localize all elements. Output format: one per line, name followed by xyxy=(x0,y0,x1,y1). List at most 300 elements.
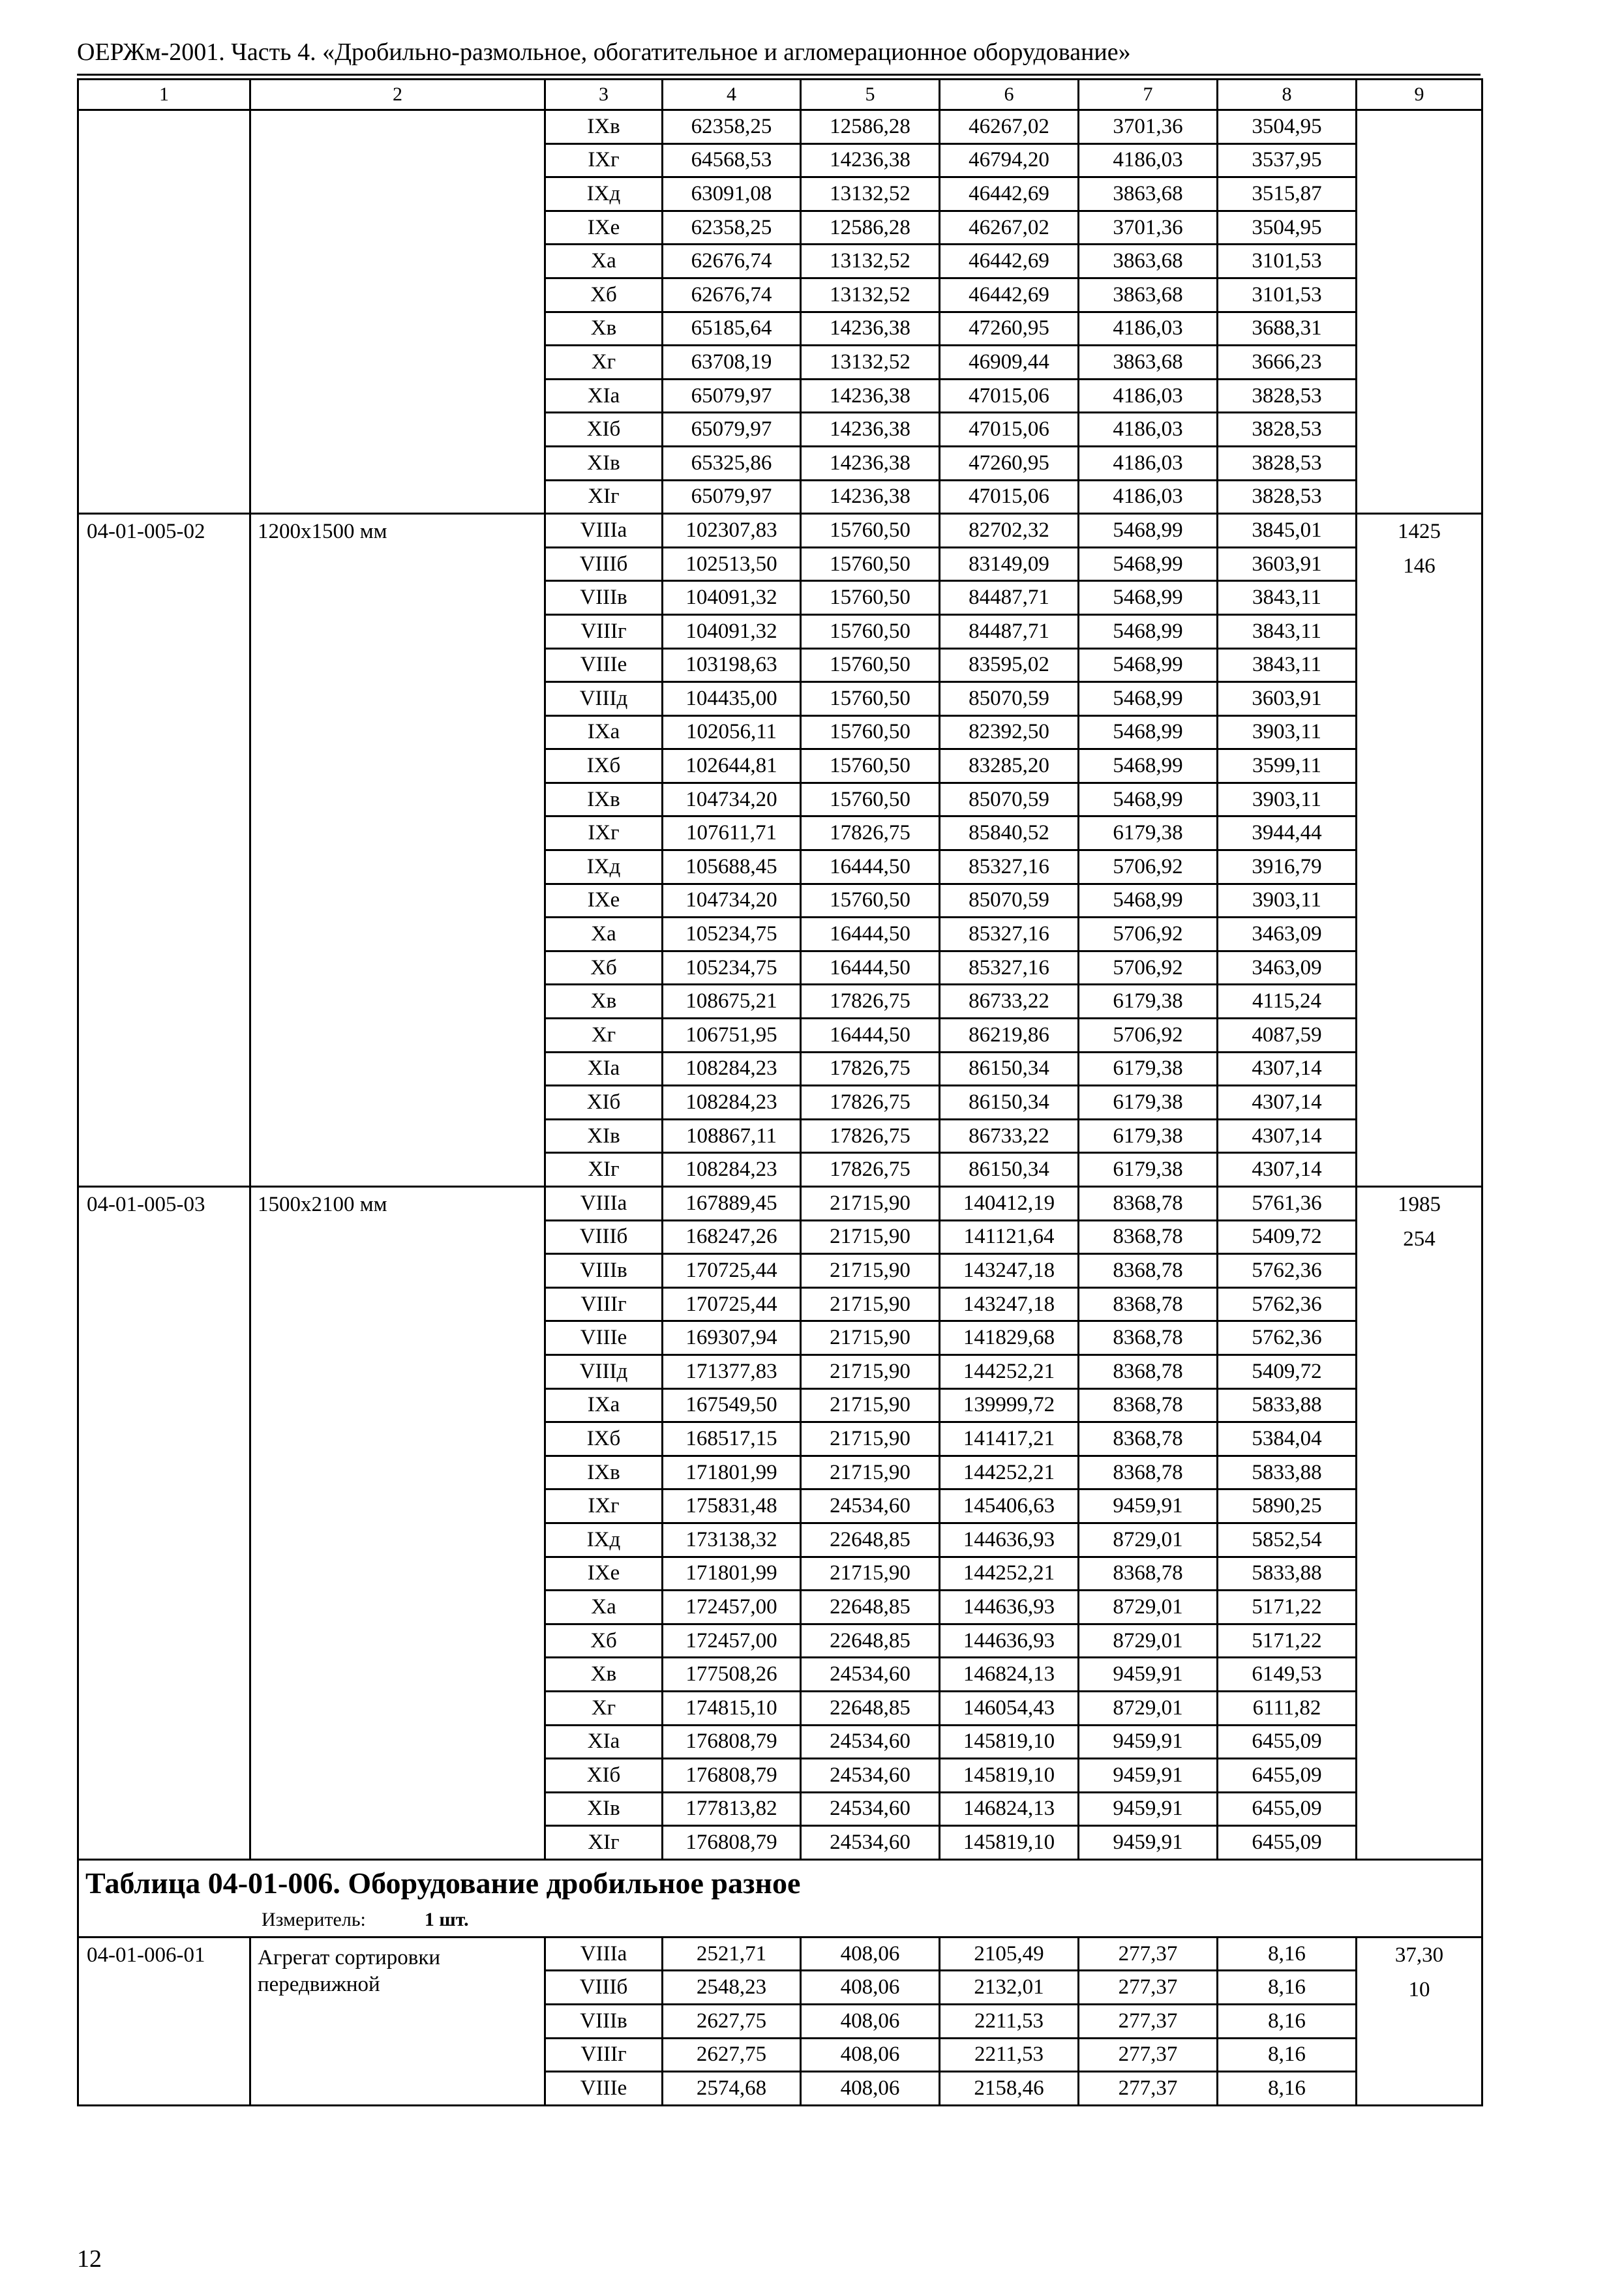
table-cell: 144636,93 xyxy=(940,1523,1079,1557)
table-cell: 62676,74 xyxy=(663,245,801,278)
table-cell: 172457,00 xyxy=(663,1591,801,1624)
table-cell: 104734,20 xyxy=(663,884,801,918)
table-cell: 143247,18 xyxy=(940,1254,1079,1288)
table-cell: 4115,24 xyxy=(1218,985,1357,1019)
table-cell: 22648,85 xyxy=(801,1624,940,1658)
table-cell: 5833,88 xyxy=(1218,1388,1357,1422)
table-cell: 5761,36 xyxy=(1218,1187,1357,1221)
table-cell: 3828,53 xyxy=(1218,413,1357,447)
column-number: 7 xyxy=(1079,80,1218,110)
column-number: 2 xyxy=(250,80,545,110)
item-name-text: 1200х1500 мм xyxy=(258,520,387,544)
table-cell: 17826,75 xyxy=(801,816,940,850)
table-cell: 6455,09 xyxy=(1218,1792,1357,1826)
column-9-values xyxy=(1357,514,1482,1187)
table-cell: 8368,78 xyxy=(1079,1321,1218,1355)
table-cell: IXд xyxy=(545,850,663,884)
table-cell: VIIIе xyxy=(545,2072,663,2106)
table-row xyxy=(78,514,1482,548)
table-cell: 24534,60 xyxy=(801,1826,940,1860)
table-cell: 21715,90 xyxy=(801,1321,940,1355)
table-cell: 106751,95 xyxy=(663,1019,801,1053)
table-cell: 3944,44 xyxy=(1218,816,1357,850)
table-cell: 3828,53 xyxy=(1218,446,1357,480)
table-cell: 85327,16 xyxy=(940,951,1079,985)
table-cell: 5706,92 xyxy=(1079,1019,1218,1053)
table-cell: 62358,25 xyxy=(663,211,801,245)
table-cell: 8729,01 xyxy=(1079,1624,1218,1658)
table-cell: 3603,91 xyxy=(1218,547,1357,581)
table-cell: 5409,72 xyxy=(1218,1354,1357,1388)
table-cell: 6455,09 xyxy=(1218,1826,1357,1860)
table-cell: 85327,16 xyxy=(940,850,1079,884)
table-cell: IXб xyxy=(545,749,663,783)
table-cell: 6179,38 xyxy=(1079,1153,1218,1187)
table-cell: 8,16 xyxy=(1218,2005,1357,2039)
table-cell: 46267,02 xyxy=(940,211,1079,245)
column-9-values xyxy=(1357,1937,1482,2105)
table-cell: 83595,02 xyxy=(940,648,1079,682)
table-cell: 24534,60 xyxy=(801,1792,940,1826)
section-unit xyxy=(85,1910,1481,1930)
table-cell: 8368,78 xyxy=(1079,1287,1218,1321)
table-cell: IXг xyxy=(545,143,663,177)
table-cell: 8368,78 xyxy=(1079,1388,1218,1422)
table-cell: 108284,23 xyxy=(663,1052,801,1086)
table-cell: 3463,09 xyxy=(1218,951,1357,985)
table-cell: 86733,22 xyxy=(940,1119,1079,1153)
table-cell: 104435,00 xyxy=(663,682,801,716)
table-cell: 176808,79 xyxy=(663,1725,801,1759)
table-cell: 65079,97 xyxy=(663,379,801,413)
table-cell: 16444,50 xyxy=(801,951,940,985)
table-cell: 4307,14 xyxy=(1218,1086,1357,1120)
table-cell: 47260,95 xyxy=(940,312,1079,346)
table-cell: 175831,48 xyxy=(663,1489,801,1523)
table-cell: 5384,04 xyxy=(1218,1422,1357,1456)
table-row xyxy=(78,110,1482,144)
table-cell: 105234,75 xyxy=(663,951,801,985)
table-cell: 65079,97 xyxy=(663,413,801,447)
table-cell: 408,06 xyxy=(801,2005,940,2039)
table-cell: 13132,52 xyxy=(801,245,940,278)
table-cell: 3863,68 xyxy=(1079,177,1218,211)
table-cell: 9459,91 xyxy=(1079,1658,1218,1692)
table-cell: VIIIг xyxy=(545,614,663,648)
table-cell: 8368,78 xyxy=(1079,1557,1218,1591)
table-cell: 2521,71 xyxy=(663,1937,801,1971)
table-cell: 102307,83 xyxy=(663,514,801,548)
column-number: 8 xyxy=(1218,80,1357,110)
table-cell: 144636,93 xyxy=(940,1624,1079,1658)
table-cell: 5468,99 xyxy=(1079,547,1218,581)
table-cell: 8368,78 xyxy=(1079,1254,1218,1288)
table-cell: 5468,99 xyxy=(1079,682,1218,716)
column-number: 1 xyxy=(78,80,250,110)
table-cell: 3863,68 xyxy=(1079,278,1218,312)
table-cell: Xг xyxy=(545,1691,663,1725)
table-cell: VIIIв xyxy=(545,1254,663,1288)
table-cell: 8729,01 xyxy=(1079,1691,1218,1725)
table-cell: 146824,13 xyxy=(940,1658,1079,1692)
column-9-value: 1425 xyxy=(1398,520,1441,544)
table-cell: 171377,83 xyxy=(663,1354,801,1388)
table-cell: 85070,59 xyxy=(940,884,1079,918)
table-cell: 5468,99 xyxy=(1079,749,1218,783)
table-cell: XIг xyxy=(545,1153,663,1187)
table-cell: 2548,23 xyxy=(663,1971,801,2005)
table-cell: 408,06 xyxy=(801,2038,940,2072)
table-cell: 102056,11 xyxy=(663,715,801,749)
table-cell: 3515,87 xyxy=(1218,177,1357,211)
table-cell: 145819,10 xyxy=(940,1826,1079,1860)
column-9-value: 10 xyxy=(1408,1977,1430,2001)
table-cell: VIIIа xyxy=(545,1937,663,1971)
table-cell: 14236,38 xyxy=(801,143,940,177)
table-cell: IXв xyxy=(545,110,663,144)
table-cell: 22648,85 xyxy=(801,1523,940,1557)
item-name xyxy=(250,1937,545,2105)
table-cell: 5171,22 xyxy=(1218,1591,1357,1624)
table-cell: 6179,38 xyxy=(1079,1119,1218,1153)
table-cell: 5833,88 xyxy=(1218,1557,1357,1591)
page-number: 12 xyxy=(77,2245,102,2273)
table-cell: 3828,53 xyxy=(1218,480,1357,514)
table-cell: 9459,91 xyxy=(1079,1725,1218,1759)
table-cell: 65325,86 xyxy=(663,446,801,480)
table-cell: 105234,75 xyxy=(663,918,801,951)
table-cell: 3845,01 xyxy=(1218,514,1357,548)
column-number: 4 xyxy=(663,80,801,110)
item-name xyxy=(250,110,545,514)
table-cell: 47015,06 xyxy=(940,413,1079,447)
table-cell: XIг xyxy=(545,480,663,514)
table-cell: Xг xyxy=(545,1019,663,1053)
table-cell: 145406,63 xyxy=(940,1489,1079,1523)
table-cell: IXе xyxy=(545,1557,663,1591)
table-cell: 3688,31 xyxy=(1218,312,1357,346)
table-cell: 4307,14 xyxy=(1218,1052,1357,1086)
table-cell: VIIIе xyxy=(545,1321,663,1355)
table-row xyxy=(78,1187,1482,1221)
table-cell: XIа xyxy=(545,1725,663,1759)
table-cell: 5468,99 xyxy=(1079,648,1218,682)
table-cell: 3599,11 xyxy=(1218,749,1357,783)
table-cell: 102644,81 xyxy=(663,749,801,783)
table-cell: 21715,90 xyxy=(801,1388,940,1422)
table-cell: VIIIв xyxy=(545,2005,663,2039)
item-name-text: Агрегат сортировки передвижной xyxy=(258,1945,441,1997)
table-cell: 83285,20 xyxy=(940,749,1079,783)
table-cell: 15760,50 xyxy=(801,682,940,716)
table-cell: 5762,36 xyxy=(1218,1254,1357,1288)
table-cell: 64568,53 xyxy=(663,143,801,177)
table-body xyxy=(78,80,1482,2106)
column-number: 5 xyxy=(801,80,940,110)
table-cell: 8,16 xyxy=(1218,1937,1357,1971)
item-code: 04-01-006-01 xyxy=(78,1937,250,2105)
table-cell: IXд xyxy=(545,1523,663,1557)
column-number: 6 xyxy=(940,80,1079,110)
table-cell: 172457,00 xyxy=(663,1624,801,1658)
table-cell: 5409,72 xyxy=(1218,1220,1357,1254)
table-cell: 82392,50 xyxy=(940,715,1079,749)
table-cell: 2627,75 xyxy=(663,2005,801,2039)
table-cell: 108675,21 xyxy=(663,985,801,1019)
table-cell: 4186,03 xyxy=(1079,143,1218,177)
table-cell: 8368,78 xyxy=(1079,1220,1218,1254)
table-cell: 15760,50 xyxy=(801,514,940,548)
table-cell: 85070,59 xyxy=(940,783,1079,816)
table-cell: 24534,60 xyxy=(801,1725,940,1759)
table-cell: 4186,03 xyxy=(1079,379,1218,413)
table-cell: 22648,85 xyxy=(801,1691,940,1725)
table-cell: 12586,28 xyxy=(801,211,940,245)
table-cell: XIа xyxy=(545,379,663,413)
table-cell: 143247,18 xyxy=(940,1287,1079,1321)
table-cell: 21715,90 xyxy=(801,1254,940,1288)
table-cell: VIIIб xyxy=(545,1971,663,2005)
table-cell: 86150,34 xyxy=(940,1153,1079,1187)
table-cell: VIIIв xyxy=(545,581,663,615)
table-cell: 8,16 xyxy=(1218,2072,1357,2106)
table-cell: 21715,90 xyxy=(801,1287,940,1321)
table-cell: 167889,45 xyxy=(663,1187,801,1221)
table-cell: 15760,50 xyxy=(801,581,940,615)
table-cell: XIа xyxy=(545,1052,663,1086)
table-cell: 5468,99 xyxy=(1079,581,1218,615)
unit-value: 1 шт. xyxy=(424,1908,469,1930)
table-cell: 5706,92 xyxy=(1079,918,1218,951)
table-cell: 3504,95 xyxy=(1218,211,1357,245)
table-cell: IXг xyxy=(545,1489,663,1523)
table-cell: 15760,50 xyxy=(801,547,940,581)
table-cell: IXе xyxy=(545,211,663,245)
table-cell: 168247,26 xyxy=(663,1220,801,1254)
table-cell: VIIIе xyxy=(545,648,663,682)
table-cell: 139999,72 xyxy=(940,1388,1079,1422)
table-cell: 167549,50 xyxy=(663,1388,801,1422)
table-cell: 6455,09 xyxy=(1218,1725,1357,1759)
table-cell: 15760,50 xyxy=(801,749,940,783)
table-cell: 144252,21 xyxy=(940,1557,1079,1591)
table-cell: 6179,38 xyxy=(1079,816,1218,850)
table-cell: VIIIд xyxy=(545,1354,663,1388)
table-cell: 5852,54 xyxy=(1218,1523,1357,1557)
table-cell: 174815,10 xyxy=(663,1691,801,1725)
table-cell: 408,06 xyxy=(801,1937,940,1971)
table-cell: 5706,92 xyxy=(1079,850,1218,884)
table-cell: 17826,75 xyxy=(801,985,940,1019)
table-cell: 5171,22 xyxy=(1218,1624,1357,1658)
table-cell: 8729,01 xyxy=(1079,1591,1218,1624)
table-cell: 24534,60 xyxy=(801,1759,940,1793)
table-cell: 102513,50 xyxy=(663,547,801,581)
table-cell: 141829,68 xyxy=(940,1321,1079,1355)
table-cell: 15760,50 xyxy=(801,884,940,918)
table-cell: Xв xyxy=(545,985,663,1019)
table-cell: 3916,79 xyxy=(1218,850,1357,884)
table-cell: 108867,11 xyxy=(663,1119,801,1153)
table-cell: 63091,08 xyxy=(663,177,801,211)
table-cell: 3101,53 xyxy=(1218,278,1357,312)
table-cell: VIIIг xyxy=(545,1287,663,1321)
table-cell: 108284,23 xyxy=(663,1086,801,1120)
table-cell: Xв xyxy=(545,312,663,346)
table-cell: 8,16 xyxy=(1218,2038,1357,2072)
column-9-value: 37,30 xyxy=(1394,1943,1444,1967)
section-row xyxy=(78,1859,1482,1937)
table-cell: 4186,03 xyxy=(1079,413,1218,447)
table-cell: 46267,02 xyxy=(940,110,1079,144)
table-cell: 47015,06 xyxy=(940,379,1079,413)
table-cell: 277,37 xyxy=(1079,2038,1218,2072)
table-cell: 85070,59 xyxy=(940,682,1079,716)
item-name-text: 1500х2100 мм xyxy=(258,1193,387,1216)
table-cell: 15760,50 xyxy=(801,715,940,749)
table-cell: 3903,11 xyxy=(1218,715,1357,749)
table-cell: 9459,91 xyxy=(1079,1759,1218,1793)
unit-label: Измеритель: xyxy=(262,1908,366,1930)
table-cell: 4186,03 xyxy=(1079,480,1218,514)
table-cell: 6179,38 xyxy=(1079,1052,1218,1086)
item-code xyxy=(78,110,250,514)
table-cell: 85840,52 xyxy=(940,816,1079,850)
table-cell: 3903,11 xyxy=(1218,884,1357,918)
column-9-value: 254 xyxy=(1403,1227,1436,1251)
table-cell: 65185,64 xyxy=(663,312,801,346)
table-cell: Xа xyxy=(545,1591,663,1624)
table-cell: 5833,88 xyxy=(1218,1456,1357,1489)
table-cell: 46442,69 xyxy=(940,278,1079,312)
table-cell: 22648,85 xyxy=(801,1591,940,1624)
section-cell xyxy=(78,1859,1482,1937)
table-cell: XIв xyxy=(545,446,663,480)
table-cell: 8729,01 xyxy=(1079,1523,1218,1557)
table-cell: 3863,68 xyxy=(1079,245,1218,278)
table-cell: 5762,36 xyxy=(1218,1321,1357,1355)
table-cell: 3504,95 xyxy=(1218,110,1357,144)
column-9-value: 1985 xyxy=(1398,1193,1441,1216)
table-cell: IXв xyxy=(545,783,663,816)
table-cell: 2105,49 xyxy=(940,1937,1079,1971)
table-cell: 4307,14 xyxy=(1218,1153,1357,1187)
item-name xyxy=(250,514,545,1187)
column-9-values xyxy=(1357,110,1482,514)
table-cell: 5762,36 xyxy=(1218,1287,1357,1321)
table-cell: 3828,53 xyxy=(1218,379,1357,413)
table-cell: Xб xyxy=(545,951,663,985)
table-cell: 8368,78 xyxy=(1079,1354,1218,1388)
column-9-values xyxy=(1357,1187,1482,1860)
table-cell: 104091,32 xyxy=(663,581,801,615)
table-cell: 65079,97 xyxy=(663,480,801,514)
table-cell: 3843,11 xyxy=(1218,581,1357,615)
table-cell: XIг xyxy=(545,1826,663,1860)
table-cell: 5468,99 xyxy=(1079,715,1218,749)
section-title: Таблица 04-01-006. Оборудование дробильное разное xyxy=(85,1866,801,1900)
table-cell: 21715,90 xyxy=(801,1456,940,1489)
table-cell: 85327,16 xyxy=(940,918,1079,951)
table-cell: Xб xyxy=(545,1624,663,1658)
table-cell: 62676,74 xyxy=(663,278,801,312)
table-cell: 3701,36 xyxy=(1079,211,1218,245)
table-cell: 3537,95 xyxy=(1218,143,1357,177)
table-cell: 277,37 xyxy=(1079,1971,1218,2005)
table-cell: 46442,69 xyxy=(940,177,1079,211)
table-cell: 13132,52 xyxy=(801,177,940,211)
table-cell: 146824,13 xyxy=(940,1792,1079,1826)
table-cell: 177813,82 xyxy=(663,1792,801,1826)
table-cell: 46794,20 xyxy=(940,143,1079,177)
table-cell: 6149,53 xyxy=(1218,1658,1357,1692)
table-cell: 3101,53 xyxy=(1218,245,1357,278)
table-cell: 5468,99 xyxy=(1079,514,1218,548)
table-cell: 108284,23 xyxy=(663,1153,801,1187)
item-code: 04-01-005-03 xyxy=(78,1187,250,1860)
table-cell: 103198,63 xyxy=(663,648,801,682)
table-cell: 2211,53 xyxy=(940,2038,1079,2072)
table-cell: 14236,38 xyxy=(801,446,940,480)
table-cell: IXа xyxy=(545,1388,663,1422)
table-cell: 176808,79 xyxy=(663,1826,801,1860)
table-cell: 4186,03 xyxy=(1079,446,1218,480)
table-cell: 9459,91 xyxy=(1079,1792,1218,1826)
table-cell: 140412,19 xyxy=(940,1187,1079,1221)
table-cell: 9459,91 xyxy=(1079,1489,1218,1523)
table-cell: 46442,69 xyxy=(940,245,1079,278)
table-cell: 3843,11 xyxy=(1218,648,1357,682)
table-cell: 17826,75 xyxy=(801,1052,940,1086)
table-cell: IXе xyxy=(545,884,663,918)
table-cell: 6455,09 xyxy=(1218,1759,1357,1793)
table-cell: XIб xyxy=(545,1759,663,1793)
table-cell: 63708,19 xyxy=(663,346,801,380)
column-number: 9 xyxy=(1357,80,1482,110)
table-cell: 21715,90 xyxy=(801,1220,940,1254)
table-cell: 2158,46 xyxy=(940,2072,1079,2106)
table-cell: 141417,21 xyxy=(940,1422,1079,1456)
table-cell: 86219,86 xyxy=(940,1019,1079,1053)
table-cell: Xг xyxy=(545,346,663,380)
table-cell: 8368,78 xyxy=(1079,1187,1218,1221)
table-cell: 277,37 xyxy=(1079,2072,1218,2106)
table-cell: 169307,94 xyxy=(663,1321,801,1355)
table-cell: Xб xyxy=(545,278,663,312)
table-cell: VIIIд xyxy=(545,682,663,716)
table-cell: 170725,44 xyxy=(663,1287,801,1321)
table-cell: 86733,22 xyxy=(940,985,1079,1019)
table-cell: 408,06 xyxy=(801,1971,940,2005)
table-cell: 15760,50 xyxy=(801,614,940,648)
table-cell: IXв xyxy=(545,1456,663,1489)
table-cell: 47015,06 xyxy=(940,480,1079,514)
table-cell: 4307,14 xyxy=(1218,1119,1357,1153)
table-cell: 14236,38 xyxy=(801,379,940,413)
table-cell: 3843,11 xyxy=(1218,614,1357,648)
table-cell: 15760,50 xyxy=(801,648,940,682)
table-cell: 277,37 xyxy=(1079,1937,1218,1971)
table-cell: XIб xyxy=(545,413,663,447)
column-number-row xyxy=(78,80,1482,110)
table-cell: 2211,53 xyxy=(940,2005,1079,2039)
table-cell: 3463,09 xyxy=(1218,918,1357,951)
table-cell: 8368,78 xyxy=(1079,1456,1218,1489)
table-cell: 4087,59 xyxy=(1218,1019,1357,1053)
table-cell: 14236,38 xyxy=(801,480,940,514)
table-cell: 21715,90 xyxy=(801,1422,940,1456)
table-cell: 3863,68 xyxy=(1079,346,1218,380)
